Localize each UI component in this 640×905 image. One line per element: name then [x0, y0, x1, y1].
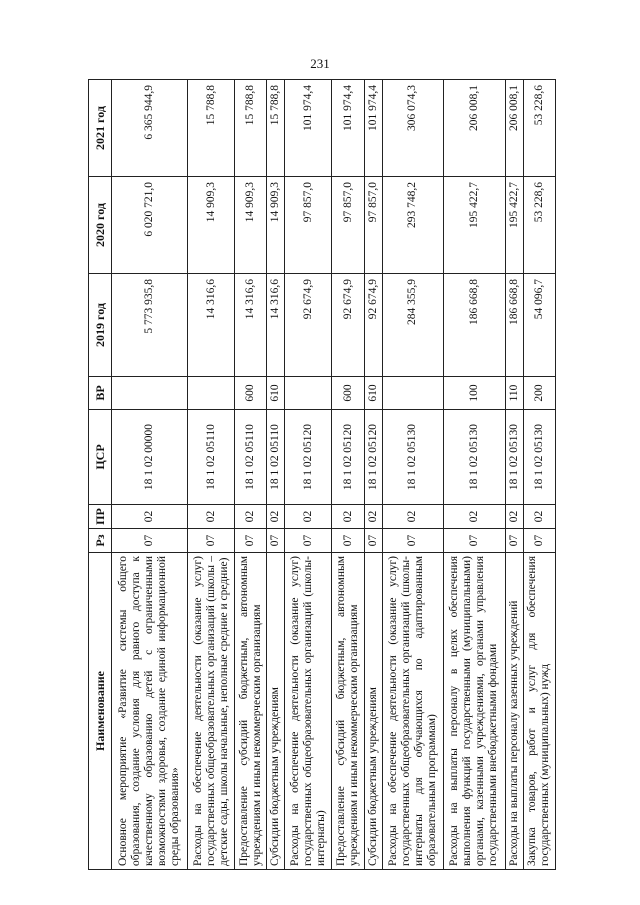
row-vr	[188, 377, 235, 410]
row-vr: 200	[523, 377, 556, 410]
row-rz: 07	[112, 529, 188, 553]
row-vr: 610	[364, 377, 382, 410]
row-2020: 195 422,7	[444, 177, 506, 274]
row-2021: 6 365 944,9	[112, 80, 188, 177]
budget-table	[88, 79, 556, 870]
row-vr: 600	[235, 377, 267, 410]
row-2020: 97 857,0	[332, 177, 364, 274]
row-name: Расходы на обеспечение деятельности (оказание услуг) государственных общеобразовательных организаций (школы-интернаты для обучающихся по адаптированным образовательным программам)	[382, 553, 444, 870]
row-vr	[382, 377, 444, 410]
row-2021: 101 974,4	[332, 80, 364, 177]
table-row	[332, 80, 364, 870]
row-name: Предоставление субсидий бюджетным, автономным учреждениям и иным некоммерческим организациям	[332, 553, 364, 870]
row-pr: 02	[364, 505, 382, 529]
table-row	[285, 80, 332, 870]
row-rz: 07	[523, 529, 556, 553]
row-csr: 18 1 02 05120	[364, 410, 382, 505]
table-header-row	[89, 80, 112, 870]
row-name: Закупка товаров, работ и услуг для обеспечения государственных (муниципальных) нужд	[523, 553, 556, 870]
row-csr: 18 1 02 05130	[523, 410, 556, 505]
row-pr: 02	[444, 505, 506, 529]
header-rz: Рз	[89, 529, 112, 553]
row-2020: 14 909,3	[267, 177, 285, 274]
row-2021: 101 974,4	[285, 80, 332, 177]
row-pr: 02	[235, 505, 267, 529]
table-row	[444, 80, 506, 870]
header-csr: ЦСР	[89, 410, 112, 505]
row-2021: 15 788,8	[235, 80, 267, 177]
row-2019: 186 668,8	[505, 274, 523, 377]
row-pr: 02	[382, 505, 444, 529]
row-name: Расходы на выплаты персоналу в целях обеспечения выполнения функций государственными (муниципальными) органами, казенными учреждениями, органами управления государственными внебюджетными фондами	[444, 553, 506, 870]
row-2019: 14 316,6	[267, 274, 285, 377]
row-2019: 92 674,9	[332, 274, 364, 377]
row-name: Субсидии бюджетным учреждениям	[267, 553, 285, 870]
row-2019: 92 674,9	[285, 274, 332, 377]
row-2019: 284 355,9	[382, 274, 444, 377]
row-rz: 07	[188, 529, 235, 553]
table-row	[188, 80, 235, 870]
table-row	[523, 80, 556, 870]
row-2020: 53 228,6	[523, 177, 556, 274]
row-2020: 97 857,0	[285, 177, 332, 274]
row-rz: 07	[444, 529, 506, 553]
row-2019: 54 096,7	[523, 274, 556, 377]
row-name: Субсидии бюджетным учреждениям	[364, 553, 382, 870]
row-csr: 18 1 02 05130	[382, 410, 444, 505]
row-rz: 07	[267, 529, 285, 553]
row-2020: 6 020 721,0	[112, 177, 188, 274]
row-2019: 92 674,9	[364, 274, 382, 377]
row-csr: 18 1 02 05120	[285, 410, 332, 505]
row-vr	[112, 377, 188, 410]
table-row	[364, 80, 382, 870]
row-pr: 02	[285, 505, 332, 529]
row-2020: 14 909,3	[235, 177, 267, 274]
header-name: Наименование	[89, 553, 112, 870]
table-row	[505, 80, 523, 870]
table-row	[382, 80, 444, 870]
row-2020: 97 857,0	[364, 177, 382, 274]
row-csr: 18 1 02 05120	[332, 410, 364, 505]
row-pr: 02	[112, 505, 188, 529]
row-csr: 18 1 02 05110	[188, 410, 235, 505]
row-csr: 18 1 02 05130	[505, 410, 523, 505]
row-2019: 14 316,6	[235, 274, 267, 377]
header-vr: ВР	[89, 377, 112, 410]
budget-table-container	[88, 80, 556, 870]
row-rz: 07	[285, 529, 332, 553]
row-pr: 02	[523, 505, 556, 529]
row-vr: 600	[332, 377, 364, 410]
header-2019: 2019 год	[89, 274, 112, 377]
row-2021: 306 074,3	[382, 80, 444, 177]
row-rz: 07	[382, 529, 444, 553]
row-2021: 15 788,8	[267, 80, 285, 177]
row-2019: 186 668,8	[444, 274, 506, 377]
row-rz: 07	[364, 529, 382, 553]
row-csr: 18 1 02 05130	[444, 410, 506, 505]
row-csr: 18 1 02 00000	[112, 410, 188, 505]
row-csr: 18 1 02 05110	[235, 410, 267, 505]
row-vr: 110	[505, 377, 523, 410]
row-vr: 100	[444, 377, 506, 410]
row-pr: 02	[267, 505, 285, 529]
row-2021: 206 008,1	[444, 80, 506, 177]
header-2021: 2021 год	[89, 80, 112, 177]
header-2020: 2020 год	[89, 177, 112, 274]
table-row	[267, 80, 285, 870]
row-name: Расходы на обеспечение деятельности (оказание услуг) государственных общеобразовательных организаций (школы – детские сады, школы начальные, неполные средние и средние)	[188, 553, 235, 870]
row-2020: 293 748,2	[382, 177, 444, 274]
row-name: Расходы на обеспечение деятельности (оказание услуг) государственных общеобразовательных организаций (школы-интернаты)	[285, 553, 332, 870]
row-vr: 610	[267, 377, 285, 410]
page-number: 231	[310, 56, 330, 71]
row-rz: 07	[235, 529, 267, 553]
row-pr: 02	[505, 505, 523, 529]
row-name: Расходы на выплаты персоналу казенных учреждений	[505, 553, 523, 870]
row-2021: 53 228,6	[523, 80, 556, 177]
row-pr: 02	[332, 505, 364, 529]
row-2020: 195 422,7	[505, 177, 523, 274]
row-rz: 07	[332, 529, 364, 553]
table-body	[112, 80, 556, 870]
row-2020: 14 909,3	[188, 177, 235, 274]
row-2021: 206 008,1	[505, 80, 523, 177]
row-name: Основное мероприятие «Развитие системы общего образования, создание условия для равного доступа к качественному образованию детей с ограниченными возможностями здоровья, создание единой информационной среды образования»	[112, 553, 188, 870]
table-row	[235, 80, 267, 870]
row-rz: 07	[505, 529, 523, 553]
row-vr	[285, 377, 332, 410]
row-2019: 14 316,6	[188, 274, 235, 377]
table-row	[112, 80, 188, 870]
row-name: Предоставление субсидий бюджетным, автономным учреждениям и иным некоммерческим организациям	[235, 553, 267, 870]
row-2021: 15 788,8	[188, 80, 235, 177]
row-csr: 18 1 02 05110	[267, 410, 285, 505]
row-2019: 5 773 935,8	[112, 274, 188, 377]
header-pr: ПР	[89, 505, 112, 529]
row-pr: 02	[188, 505, 235, 529]
row-2021: 101 974,4	[364, 80, 382, 177]
